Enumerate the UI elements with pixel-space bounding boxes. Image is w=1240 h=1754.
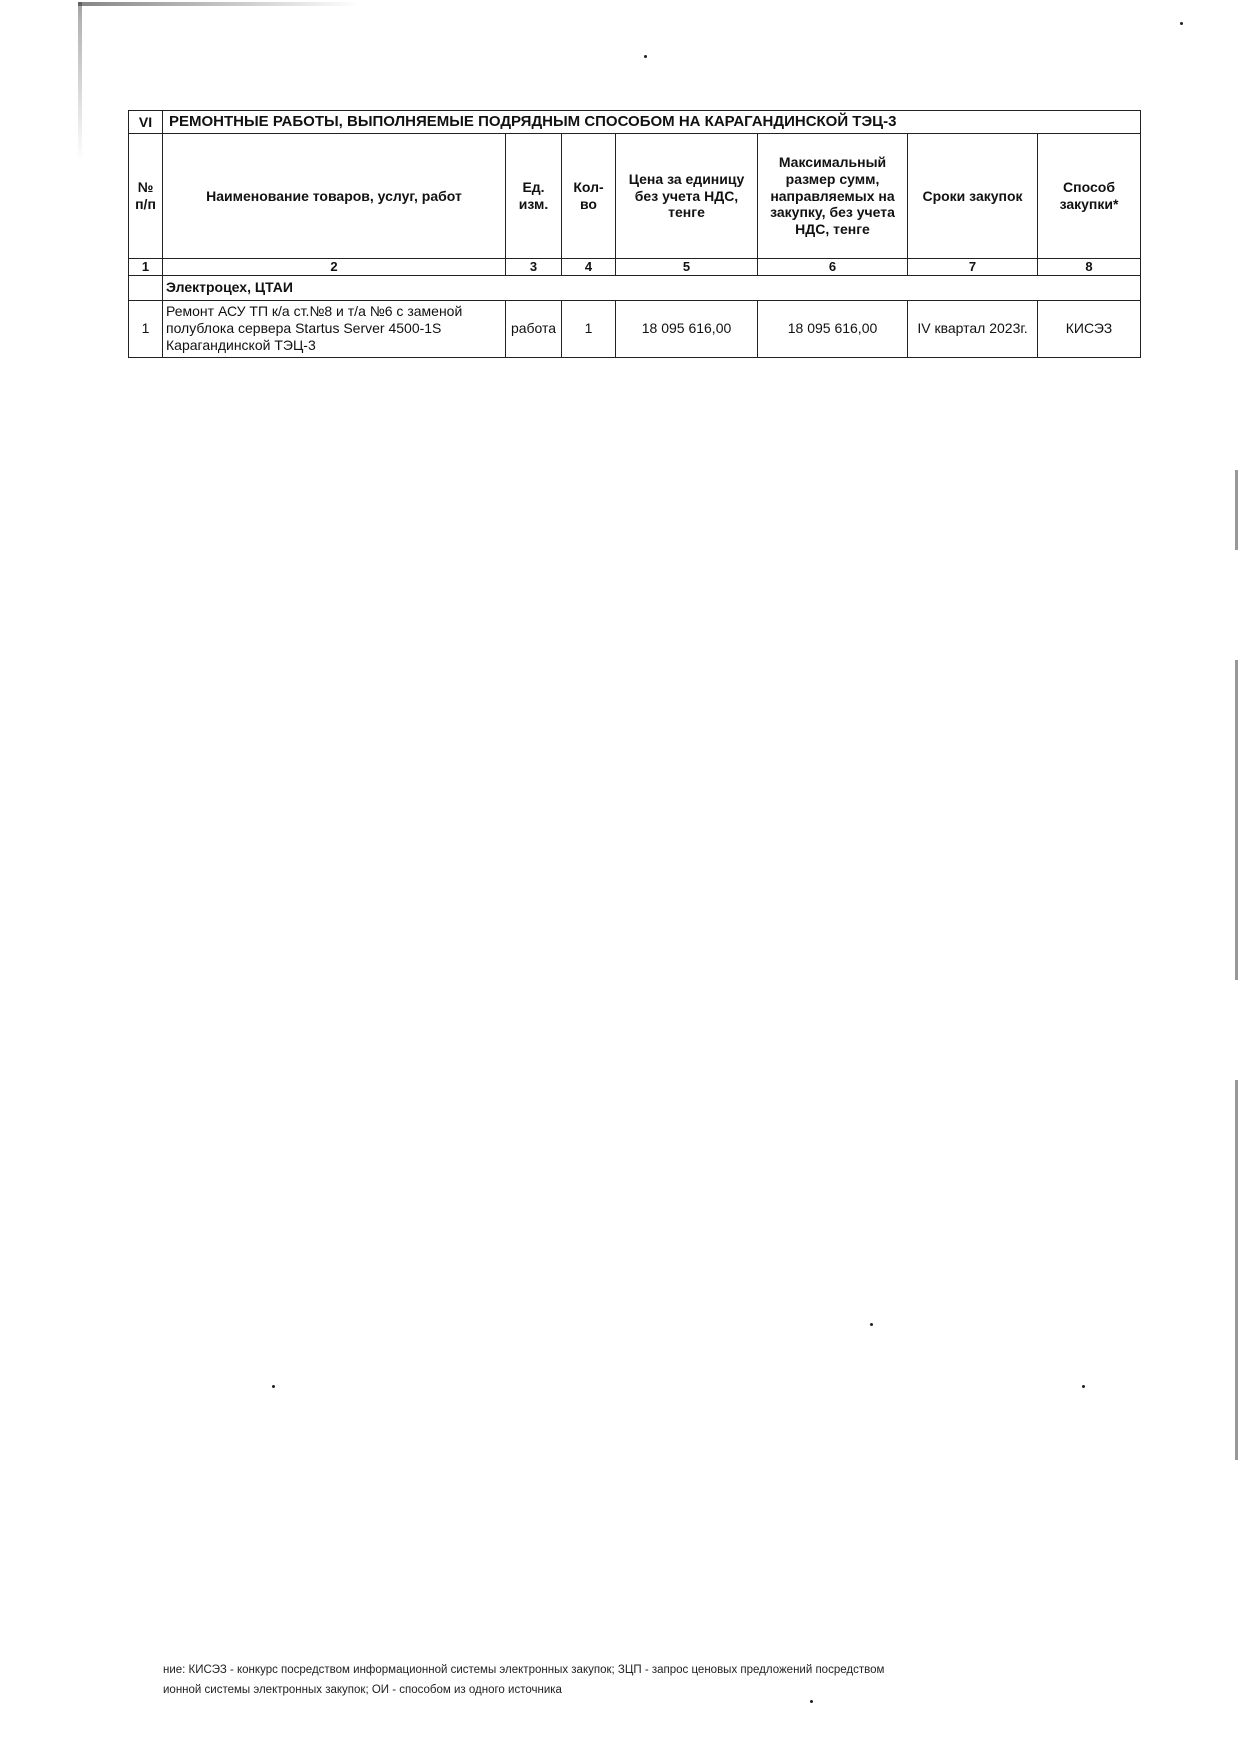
scan-edge-right-3: [1235, 1080, 1238, 1460]
scan-dot: [644, 55, 647, 58]
column-number: 4: [562, 259, 616, 276]
scan-dot: [1082, 1385, 1085, 1388]
header-col-method: Способ закупки*: [1038, 134, 1141, 259]
row-max-sum: 18 095 616,00: [758, 300, 908, 357]
section-title: РЕМОНТНЫЕ РАБОТЫ, ВЫПОЛНЯЕМЫЕ ПОДРЯДНЫМ СПОСОБОМ НА КАРАГАНДИНСКОЙ ТЭЦ-3: [163, 111, 1141, 134]
row-num: 1: [129, 300, 163, 357]
header-col-name: Наименование товаров, услуг, работ: [163, 134, 506, 259]
scan-corner: [78, 2, 358, 6]
section-row: [129, 111, 1141, 134]
footnote-line-2: ионной системы электронных закупок; ОИ - способом из одного источника: [163, 1684, 562, 1696]
header-row: [129, 134, 1141, 259]
scan-dot: [1180, 22, 1183, 25]
row-term: IV квартал 2023г.: [908, 300, 1038, 357]
column-number: 2: [163, 259, 506, 276]
column-number: 1: [129, 259, 163, 276]
header-col-unit: Ед. изм.: [506, 134, 562, 259]
scan-edge-right-2: [1235, 660, 1238, 980]
scan-dot: [272, 1385, 275, 1388]
header-col-max-sum: Максимальный размер сумм, направляемых на закупку, без учета НДС, тенге: [758, 134, 908, 259]
row-unit: работа: [506, 300, 562, 357]
header-col-qty: Кол-во: [562, 134, 616, 259]
row-method: КИСЭЗ: [1038, 300, 1141, 357]
column-number: 8: [1038, 259, 1141, 276]
group-spacer: [129, 275, 163, 300]
scan-dot: [810, 1700, 813, 1703]
row-qty: 1: [562, 300, 616, 357]
column-number: 3: [506, 259, 562, 276]
header-col-price: Цена за единицу без учета НДС, тенге: [616, 134, 758, 259]
scan-dot: [870, 1323, 873, 1326]
section-number: VI: [129, 111, 163, 134]
table-row: [129, 300, 1141, 357]
group-title: Электроцех, ЦТАИ: [163, 275, 1141, 300]
group-row: [129, 275, 1141, 300]
row-name: Ремонт АСУ ТП к/а ст.№8 и т/а №6 с заменой полублока сервера Startus Server 4500-1S Карагандинской ТЭЦ-3: [163, 300, 506, 357]
column-number: 5: [616, 259, 758, 276]
footnote: [163, 1660, 1063, 1700]
header-col-num: № п/п: [129, 134, 163, 259]
column-number: 7: [908, 259, 1038, 276]
scan-edge-left: [78, 2, 82, 1752]
column-number: 6: [758, 259, 908, 276]
footnote-line-1: ние: КИСЭЗ - конкурс посредством информационной системы электронных закупок; ЗЦП - запрос ценовых предложений посредством: [163, 1664, 885, 1676]
scan-edge-right-1: [1235, 470, 1238, 550]
procurement-table: [128, 110, 1141, 358]
header-col-term: Сроки закупок: [908, 134, 1038, 259]
column-number-row: [129, 259, 1141, 276]
row-price: 18 095 616,00: [616, 300, 758, 357]
